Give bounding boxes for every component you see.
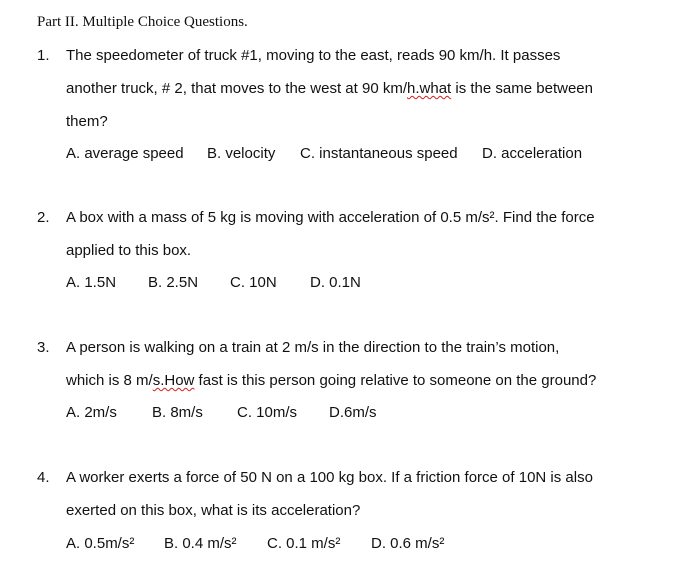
text-segment: another truck, # 2, that moves to the west at 90 km/ xyxy=(66,80,408,97)
text-segment: is the same between xyxy=(451,80,593,97)
option-c: C. 0.1 m/s² xyxy=(267,535,341,552)
question-number: 2. xyxy=(37,209,50,226)
option-b: B. 2.5N xyxy=(148,274,199,291)
option-d: D.6m/s xyxy=(329,404,377,421)
option-b: B. 0.4 m/s² xyxy=(164,535,237,552)
question-number: 1. xyxy=(37,47,50,64)
option-b: B. velocity xyxy=(207,145,276,162)
option-d: D. 0.6 m/s² xyxy=(371,535,445,552)
option-a: A. average speed xyxy=(66,145,184,162)
question-number: 4. xyxy=(37,469,50,486)
option-b: B. 8m/s xyxy=(152,404,203,421)
spellcheck-flagged-word: s.How xyxy=(152,372,195,389)
question-text-line xyxy=(66,372,596,389)
question-text-line: applied to this box. xyxy=(66,242,192,259)
option-c: C. instantaneous speed xyxy=(300,145,458,162)
option-c: C. 10m/s xyxy=(237,404,298,421)
question-text-line: A worker exerts a force of 50 N on a 100 kg box. If a friction force of 10N is also xyxy=(66,469,593,486)
question-text-line: The speedometer of truck #1, moving to the east, reads 90 km/h. It passes xyxy=(66,47,561,64)
option-c: C. 10N xyxy=(230,274,277,291)
spellcheck-flagged-word: h.what xyxy=(407,80,452,97)
option-d: D. 0.1N xyxy=(310,274,361,291)
question-text-line: A person is walking on a train at 2 m/s in the direction to the train’s motion, xyxy=(66,339,560,356)
section-heading: Part II. Multiple Choice Questions. xyxy=(37,14,248,30)
question-text-line: A box with a mass of 5 kg is moving with acceleration of 0.5 m/s². Find the force xyxy=(66,209,595,226)
option-a: A. 1.5N xyxy=(66,274,117,291)
option-a: A. 0.5m/s² xyxy=(66,535,135,552)
question-text-line: them? xyxy=(66,113,108,130)
question-text-line xyxy=(66,80,593,97)
text-segment: fast is this person going relative to someone on the ground? xyxy=(194,372,597,389)
option-d: D. acceleration xyxy=(482,145,583,162)
option-a: A. 2m/s xyxy=(66,404,117,421)
question-text-line: exerted on this box, what is its acceleration? xyxy=(66,502,361,519)
question-number: 3. xyxy=(37,339,50,356)
text-segment: which is 8 m/ xyxy=(66,372,153,389)
